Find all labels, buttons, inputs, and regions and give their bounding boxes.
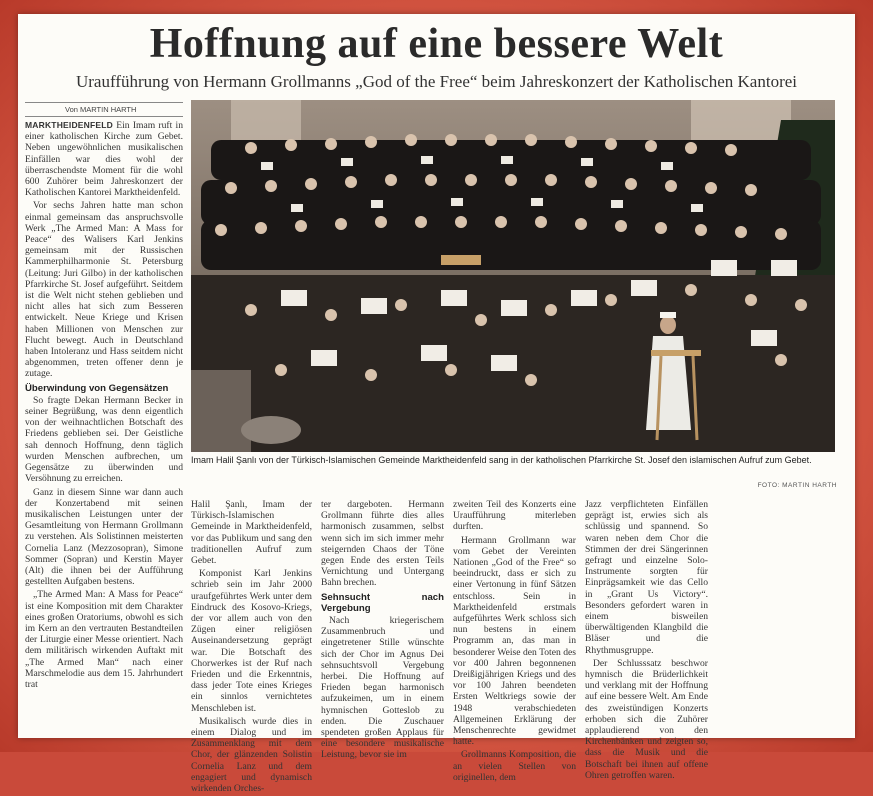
section-heading: Sehnsucht nach Vergebung: [321, 591, 444, 614]
paragraph: Halil Şanlı, Imam der Türkisch-Islamischen Gemeinde in Marktheidenfeld, vor das Publikum und sang den traditionellen Aufruf zum Gebet.: [191, 499, 312, 567]
paragraph: Vor sechs Jahren hatte man schon einmal gemeinsam das anspruchsvolle Werk „The Armed Man: A Mass for Peace“ des Walisers Karl Jenkins gemeinsam mit der Russischen Kammerphilharmonie St. Petersburg (Leitung: Juri Gilbo) in der katholischen Pfarrkirche St. Josef aufgeführt. Seitdem ist die Welt nicht stehen geblieben und nicht alles hat sich zum Besseren entwickelt. Neue Kriege und Krisen haben Millionen von Menschen zur Flucht bewegt. Auch in Deutschland haben Intoleranz und Hass seitdem nicht abgenommen, treten offener denn je zutage.: [25, 200, 183, 380]
article-column-1: [25, 120, 183, 692]
photo-credit: FOTO: MARTIN HARTH: [757, 482, 837, 489]
dateline: MARKTHEIDENFELD: [25, 120, 113, 130]
concert-photo-illustration: [191, 100, 835, 452]
paragraph: Musikalisch wurde dies in einem Dialog und im Zusammenklang mit dem Chor, der glänzenden Solistin Cornelia Lanz und dem engagiert und dynamisch wirkenden Orches-: [191, 715, 312, 795]
paragraph: Der Schlusssatz beschwor hymnisch die Brüderlichkeit und verklang mit der Hoffnung auf eine bessere Welt. Am Ende des zweistündigen Konzerts erhoben sich die Zuhörer applaudierend von den Kirchenbänken und zeigten so, dass die Musik und die Botschaft bei ihnen auf offene Ohren getroffen waren.: [585, 657, 708, 781]
paragraph: Komponist Karl Jenkins schrieb sein im Jahr 2000 uraufgeführtes Werk unter dem Eindruck des Kosovo-Kriegs, der vor allem auch von den Zügen einer religiösen Auseinandersetzung geprägt war. Die Botschaft des Chorwerkes ist der Ruf nach Frieden und die Erkenntnis, dass jeder Tote eines Krieges ein sinnlos vernichtetes Menschleben ist.: [191, 568, 312, 714]
paragraph-text: Ein Imam ruft in einer katholischen Kirche zum Gebet. Neben ungewöhnlichen musikalischen Einfällen war dies wohl der überraschendste Moment für die wohl 600 Zuhörer beim Jahreskonzert der Katholischen Kantorei Marktheidenfeld.: [25, 120, 183, 199]
section-heading: Überwindung von Gegensätzen: [25, 382, 169, 394]
newspaper-clipping: [18, 14, 855, 795]
byline: Von MARTIN HARTH: [25, 102, 183, 117]
paragraph: „The Armed Man: A Mass for Peace“ ist eine Komposition mit dem Charakter eines großen Oratoriums, obwohl es sich im Kern an den vertrauten Bestandteilen der Liturgie einer Messe orientiert. Nach dem militärisch wirkenden Auftakt mit „The Armed Man“ nach einer Marschmelodie aus dem 15. Jahrhundert trat: [25, 589, 183, 690]
paragraph: Grollmanns Komposition, die an vielen Stellen von originellen, dem: [453, 749, 576, 783]
paragraph: ter dargeboten. Hermann Grollmann führte dies alles harmonisch zusammen, selbst wenn sich im sich immer mehr steigernden Chaos der Töne gegen Ende des ersten Teils Vernichtung und Untergang Bahn brechen.: [321, 499, 444, 589]
article-column-3: [321, 499, 444, 763]
article-column-2: [191, 499, 312, 796]
paragraph: Ganz in diesem Sinne war dann auch der Konzertabend mit seinen musikalischen Leistungen unter der Gesamtleitung von Hermann Grollmann zu verstehen. Als Solistinnen meisterten Cornelia Lanz (Mezzosopran), Simone Sommer (Sopran) und Kerstin Mayer (Alt) die ihnen bei der Aufführung gestellten Aufgaben bestens.: [25, 486, 183, 588]
article-column-5: [585, 499, 708, 783]
concert-photo: [191, 100, 835, 452]
article-column-4: [453, 499, 576, 785]
paragraph: [25, 120, 183, 198]
paragraph: Nach kriegerischem Zusammenbruch und eingetretener Stille wünschte sich der Chor im Agnus Dei sehnsuchtsvoll Vergebung herbei. Die Hoffnung auf Frieden began harmonisch aufzukeimen, um in einem hymnischen Gotteslob zu enden. Die Zuschauer spendeten großen Applaus für eine besondere musikalische Leistung, bevor sie im: [321, 615, 444, 761]
photo-caption: Imam Halil Şanlı von der Türkisch-Islamischen Gemeinde Marktheidenfeld sang in der katholischen Pfarrkirche St. Josef den islamischen Aufruf zum Gebet.: [191, 455, 812, 465]
paragraph: Hermann Grollmann war vom Gebet der Vereinten Nationen „God of the Free“ so beeindruckt, dass er sich zu einer Vertonung in fünf Sätzen entschloss. Sein in Marktheidenfeld erstmals aufgeführtes Werk schloss sich nun bestens in einem Programm an, das man in besonderer Weise den Toten des vor 400 Jahren begonnenen Dreißigjährigen Kriegs und des vor 100 Jahren beendeten Ersten Weltkriegs sowie der 1948 verabschiedeten Allgemeinen Erklärung der Menschenrechte gewidmet hatte.: [453, 534, 576, 748]
paragraph: Jazz verpflichteten Einfällen geprägt ist, erwies sich als schlüssig und spannend. So waren neben dem Chor die Stimmen der drei Sängerinnen gefragt und einzelne Solo-Instrumente sorgten für Einprägsamkeit wie das Cello in „Grant Us Victory“. Besonders gefordert waren in einem bisweilen überwältigenden Klangbild die Bläser und die Rhythmusgruppe.: [585, 499, 708, 656]
paragraph: zweiten Teil des Konzerts eine Uraufführung miterleben durften.: [453, 499, 576, 533]
paragraph: So fragte Dekan Hermann Becker in seiner Begrüßung, was denn eigentlich von der weihnachtlichen Botschaft des Friedens geblieben sei. Der Geistliche sah dennoch Hoffnung, denn täglich wurden Menschen aufbrechen, um Gegensätze zu überwinden und Versöhnung zu erreichen.: [25, 394, 183, 485]
subheadline: Uraufführung von Hermann Grollmanns „God of the Free“ beim Jahreskonzert der Katholischen Kantorei: [75, 72, 797, 91]
headline: Hoffnung auf eine bessere Welt: [149, 21, 724, 67]
